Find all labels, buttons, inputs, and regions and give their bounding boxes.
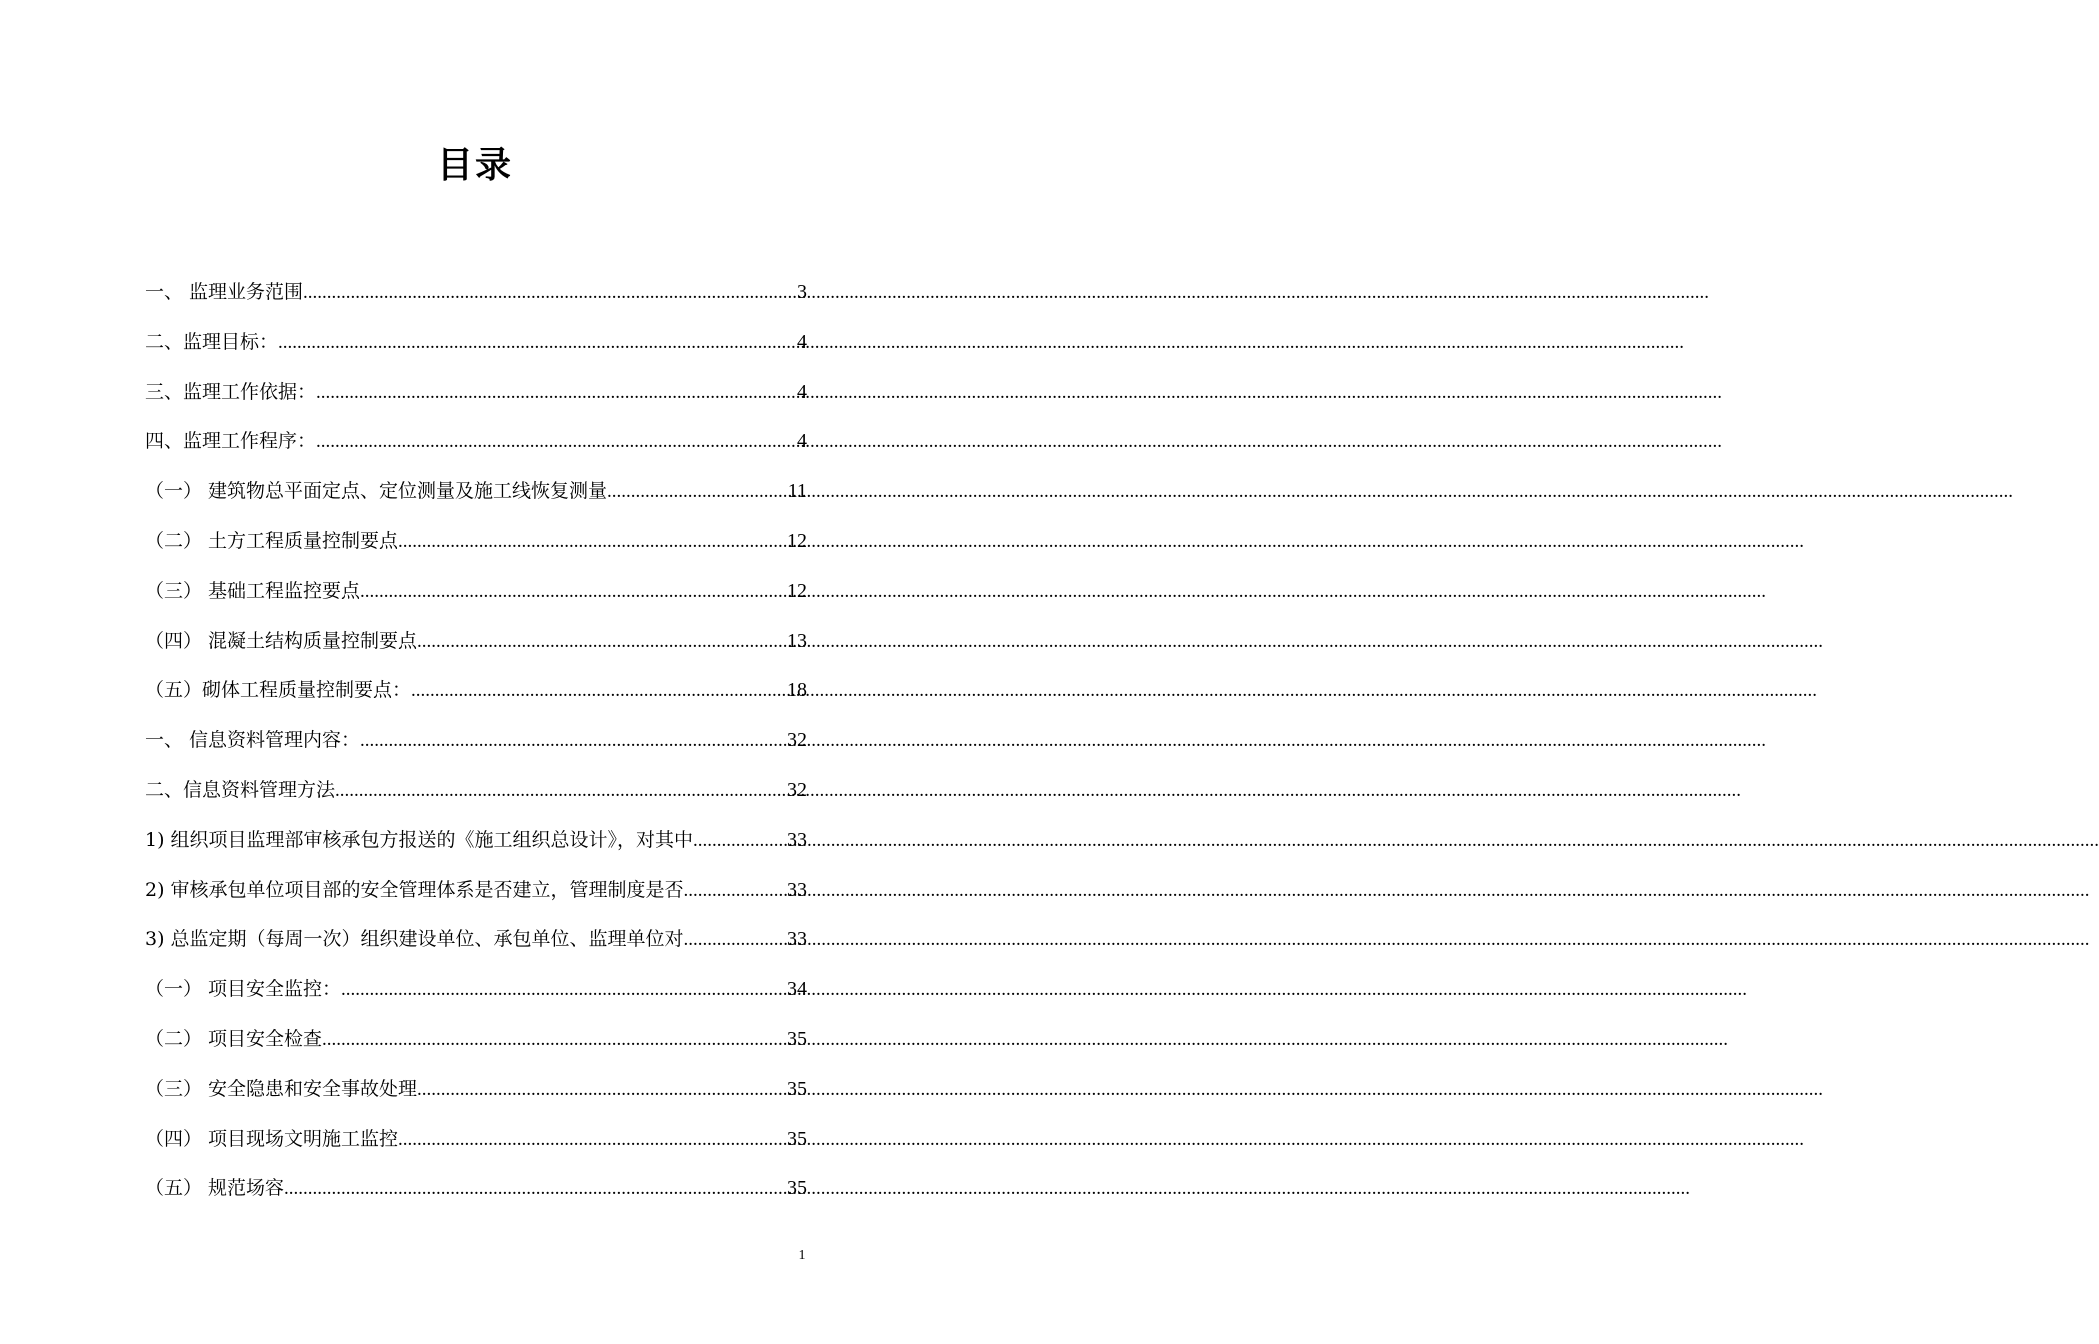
toc-entry-text: （四） 混凝土结构质量控制要点 [145,629,418,652]
toc-page-number: 35 [787,1127,807,1150]
toc-dot-leader [303,273,796,313]
toc-entry-text: 一、 信息资料管理内容： [145,729,361,752]
toc-entry-text: 三、监理工作依据： [145,380,317,403]
toc-entry-text: 二、监理目标： [145,330,279,353]
toc-entry[interactable] [145,1168,807,1218]
toc-page-number: 12 [787,579,807,602]
toc-page-number: 35 [787,1177,807,1200]
toc-page-number: 34 [787,978,807,1001]
toc-dot-leader [684,871,786,911]
toc-entry-text: （五） 规范场容 [145,1177,285,1200]
toc-dot-leader [284,1169,786,1209]
toc-entry-text: （五）砌体工程质量控制要点： [145,679,412,702]
toc-entry-text: 二、信息资料管理方法 [145,778,336,801]
document-page [0,0,950,1344]
toc-entry-text: 2) 审核承包单位项目部的安全管理体系是否建立，管理制度是否 [145,878,684,901]
toc-page-number: 3 [797,281,807,303]
toc-dot-leader [322,1020,786,1060]
toc-page-number: 18 [787,679,807,702]
toc-page-number: 12 [787,529,807,552]
toc-entry-text: 一、 监理业务范围 [145,281,304,303]
toc-entry-text: （一） 项目安全监控： [145,978,342,1001]
page-title: 目录 [436,145,513,187]
toc-entry[interactable] [145,1119,807,1169]
toc-entry-text: （二） 土方工程质量控制要点 [145,529,399,552]
toc-dot-leader [316,422,796,462]
toc-entry-text: （三） 安全隐患和安全事故处理 [145,1077,418,1100]
toc-page-number: 33 [787,928,807,951]
toc-dot-leader [607,472,787,512]
toc-page-number: 11 [787,480,807,503]
toc-page-number: 13 [787,629,807,652]
toc-entry[interactable] [145,621,807,671]
toc-entry-text: （二） 项目安全检查 [145,1027,323,1050]
toc-entry-text: （一） 建筑物总平面定点、定位测量及施工线恢复测量 [145,480,608,503]
toc-dot-leader [417,1070,786,1110]
toc-dot-leader [360,721,786,761]
toc-dot-leader [411,671,786,711]
toc-entry-text: 3) 总监定期（每周一次）组织建设单位、承包单位、监理单位对 [145,928,684,951]
toc-entry[interactable] [145,770,807,820]
toc-entry-text: （三） 基础工程监控要点 [145,579,361,602]
toc-page-number: 4 [797,430,807,453]
toc-dot-leader [684,920,786,960]
toc-entry[interactable] [145,820,807,870]
toc-dot-leader [398,1120,786,1160]
toc-entry-text: （四） 项目现场文明施工监控 [145,1127,399,1150]
toc-dot-leader [278,323,796,363]
toc-entry[interactable] [145,870,807,920]
toc-dot-leader [341,970,786,1010]
toc-entry[interactable] [145,969,807,1019]
toc-entry-text: 四、监理工作程序： [145,430,317,453]
toc-entry[interactable] [145,1069,807,1119]
toc-dot-leader [693,821,786,861]
table-of-contents [145,272,807,1218]
toc-entry[interactable] [145,919,807,969]
toc-entry[interactable] [145,521,807,571]
toc-entry[interactable] [145,421,807,471]
toc-entry[interactable] [145,670,807,720]
toc-page-number: 32 [787,729,807,752]
toc-page-number: 33 [787,828,807,851]
toc-entry[interactable] [145,272,807,322]
page-number: 1 [798,1248,806,1263]
toc-entry-text: 1) 组织项目监理部审核承包方报送的《施工组织总设计》，对其中 [145,828,694,851]
toc-entry[interactable] [145,322,807,372]
toc-page-number: 35 [787,1077,807,1100]
toc-page-number: 32 [787,778,807,801]
toc-page-number: 35 [787,1027,807,1050]
toc-entry[interactable] [145,471,807,521]
toc-page-number: 4 [797,380,807,403]
toc-entry[interactable] [145,720,807,770]
toc-page-number: 33 [787,878,807,901]
toc-entry[interactable] [145,372,807,422]
toc-dot-leader [398,522,786,562]
toc-dot-leader [417,622,786,662]
toc-page-number: 4 [797,330,807,353]
toc-dot-leader [316,373,796,413]
toc-dot-leader [360,572,786,612]
toc-entry[interactable] [145,571,807,621]
toc-dot-leader [335,771,786,811]
toc-entry[interactable] [145,1019,807,1069]
